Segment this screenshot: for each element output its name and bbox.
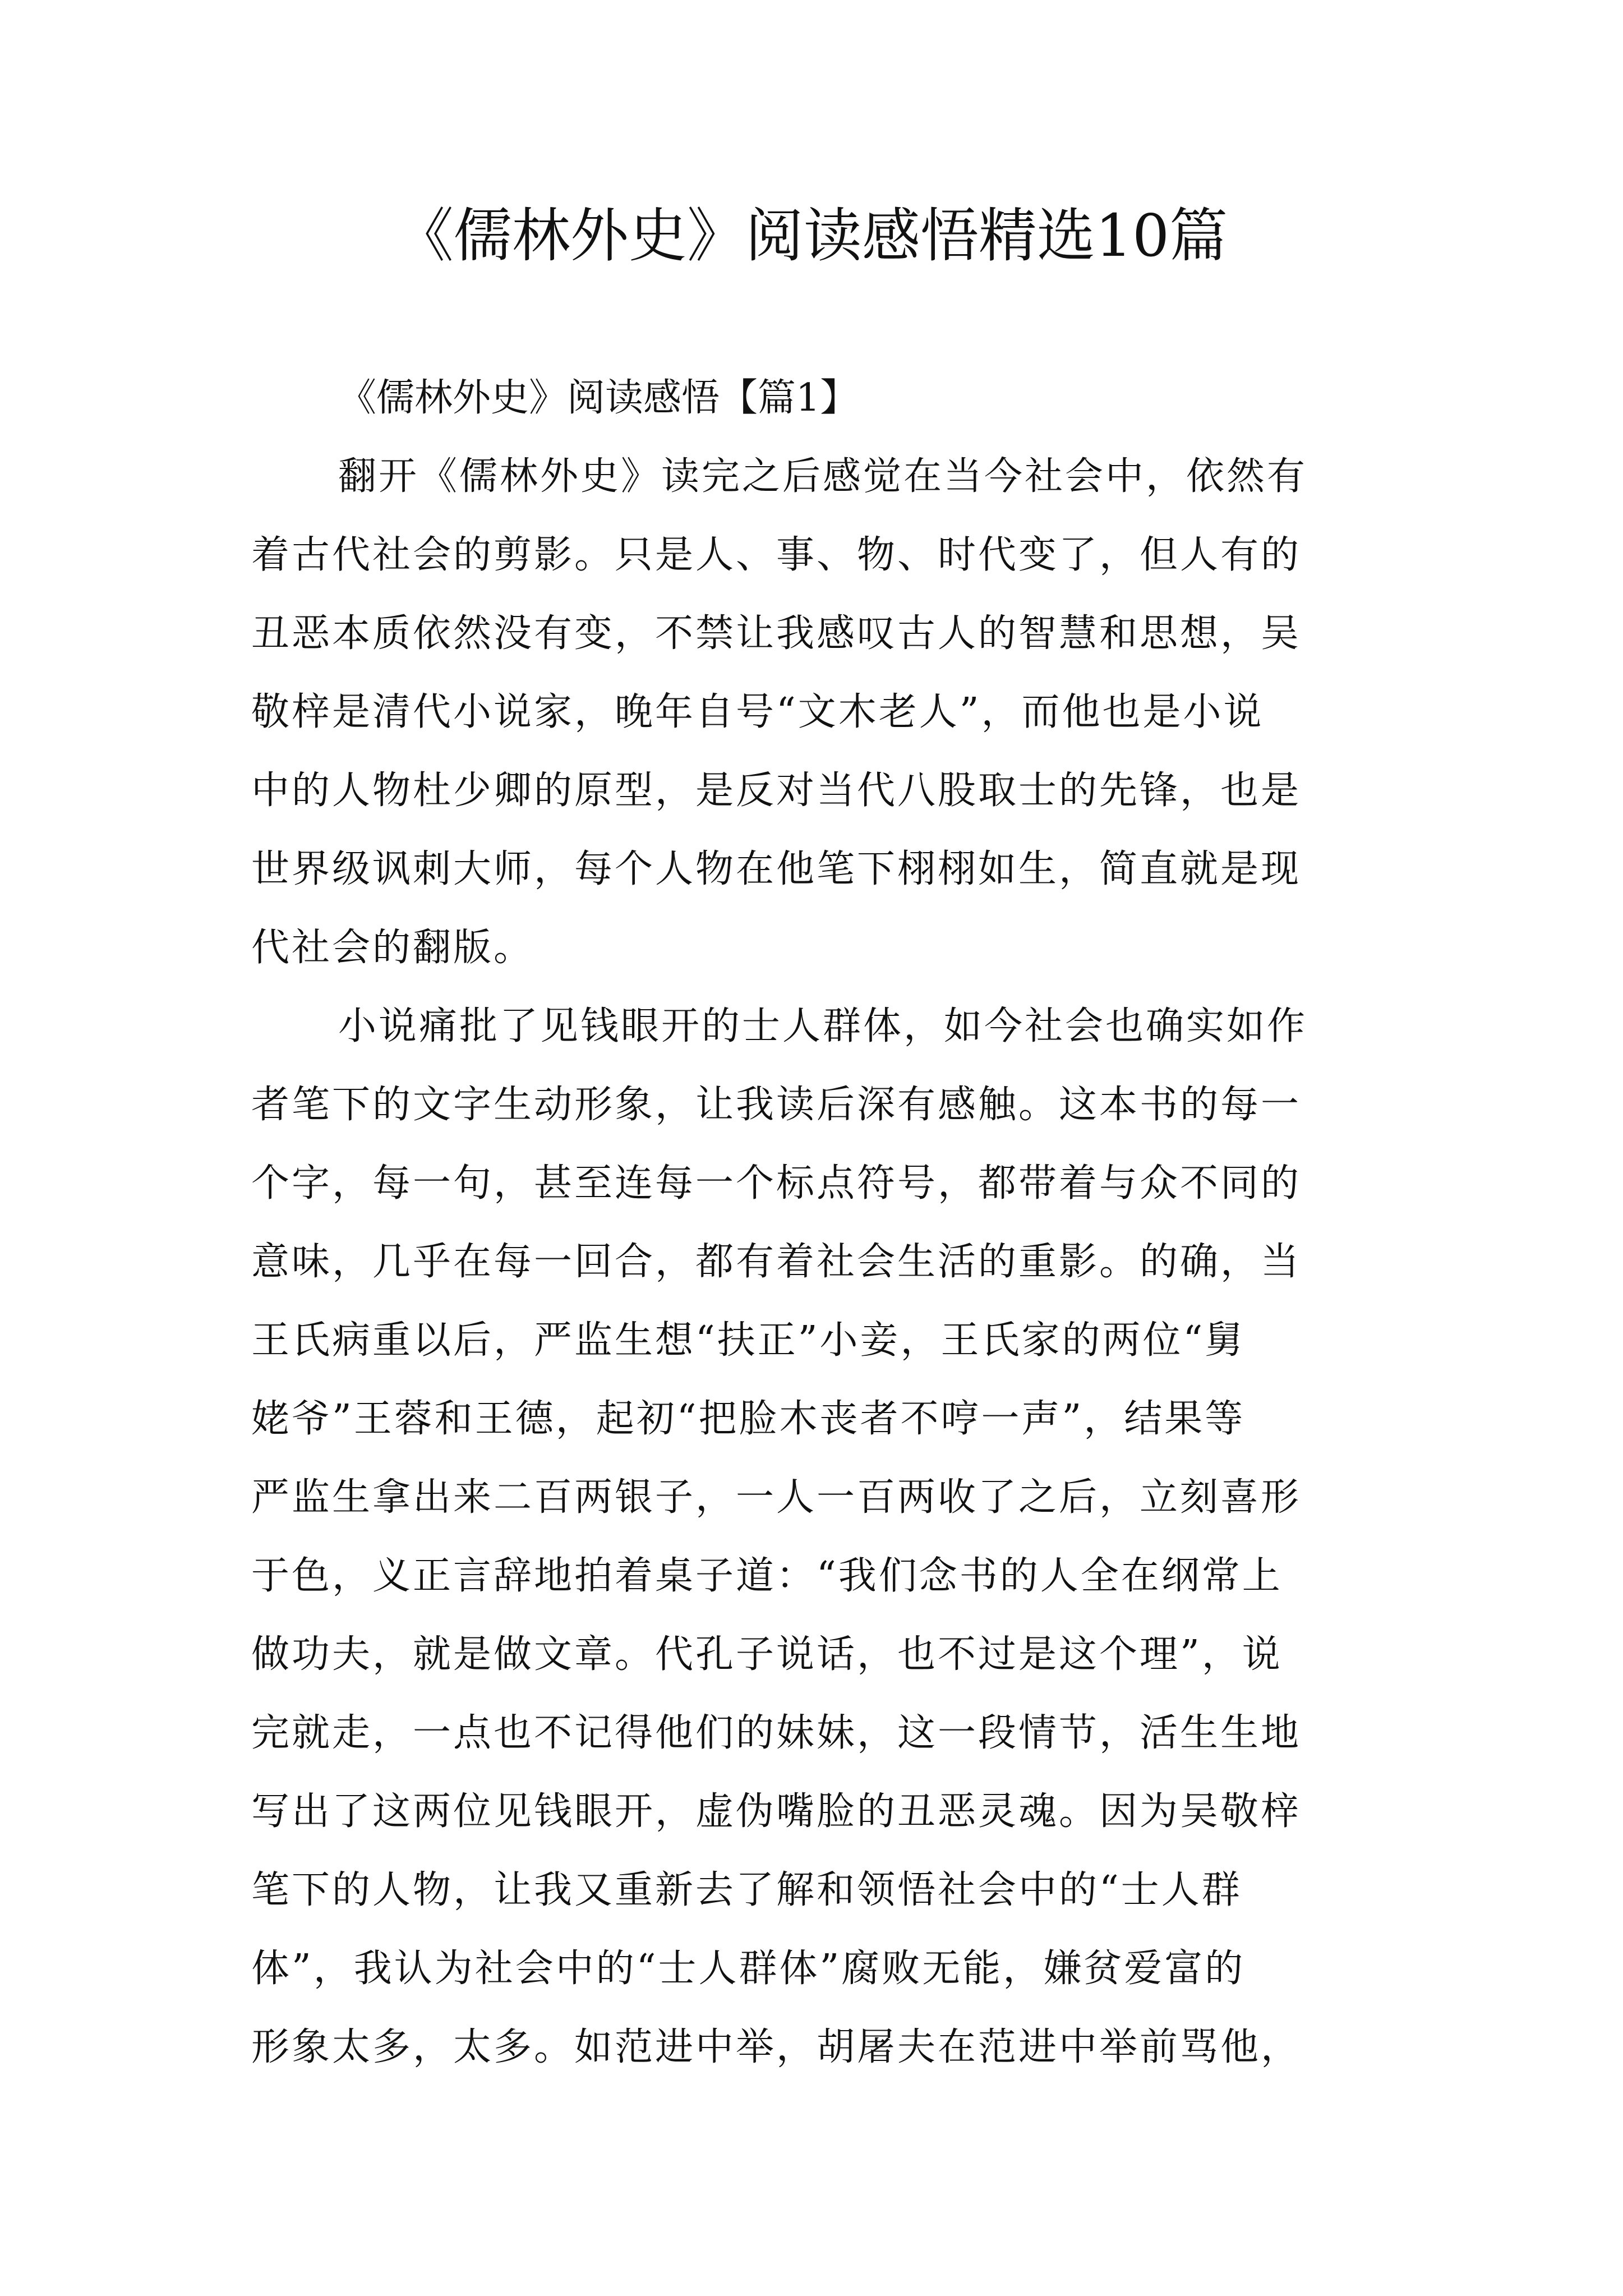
paragraph-line: 者笔下的文字生动形象，让我读后深有感触。这本书的每一	[251, 1083, 1302, 1127]
paragraph-2	[251, 987, 1395, 2087]
paragraph-line: 意味，几乎在每一回合，都有着社会生活的重影。的确，当	[251, 1240, 1302, 1284]
paragraph-line: 代社会的翻版。	[251, 926, 534, 970]
paragraph-line: 世界级讽刺大师，每个人物在他笔下栩栩如生，简直就是现	[251, 847, 1302, 891]
paragraph-line: 体”，我认为社会中的“士人群体”腐败无能，嫌贫爱富的	[251, 1947, 1246, 1991]
paragraph-line: 姥爷”王蓉和王德，起初“把脸木丧者不哼一声”，结果等	[251, 1397, 1246, 1441]
paragraph-line: 翻开《儒林外史》读完之后感觉在当今社会中，依然有	[338, 454, 1308, 499]
paragraph-line: 丑恶本质依然没有变，不禁让我感叹古人的智慧和思想，吴	[251, 611, 1302, 656]
paragraph-line: 完就走，一点也不记得他们的妹妹，这一段情节，活生生地	[251, 1711, 1302, 1755]
paragraph-line: 做功夫，就是做文章。代孔子说话，也不过是这个理”，说	[251, 1632, 1283, 1677]
document-title: 《儒林外史》阅读感悟精选10篇	[395, 201, 1228, 270]
paragraph-1	[251, 438, 1395, 987]
paragraph-line: 个字，每一句，甚至连每一个标点符号，都带着与众不同的	[251, 1161, 1302, 1205]
paragraph-line: 中的人物杜少卿的原型，是反对当代八股取士的先锋，也是	[251, 769, 1302, 813]
paragraph-line: 于色，义正言辞地拍着桌子道：“我们念书的人全在纲常上	[251, 1554, 1283, 1598]
paragraph-line: 小说痛批了见钱眼开的士人群体，如今社会也确实如作	[338, 1004, 1308, 1048]
document-body	[251, 359, 1395, 2087]
paragraph-line: 着古代社会的剪影。只是人、事、物、时代变了，但人有的	[251, 533, 1302, 577]
paragraph-line: 笔下的人物，让我又重新去了解和领悟社会中的“士人群	[251, 1868, 1242, 1912]
paragraph-line: 形象太多，太多。如范进中举，胡屠夫在范进中举前骂他，	[251, 2025, 1302, 2069]
section-heading: 《儒林外史》阅读感悟【篇1】	[338, 376, 859, 420]
paragraph-line: 王氏病重以后，严监生想“扶正”小妾，王氏家的两位“舅	[251, 1318, 1246, 1363]
paragraph-line: 严监生拿出来二百两银子，一人一百两收了之后，立刻喜形	[251, 1475, 1302, 1520]
paragraph-line: 敬梓是清代小说家，晚年自号“文木老人”，而他也是小说	[251, 690, 1264, 734]
paragraph-line: 写出了这两位见钱眼开，虚伪嘴脸的丑恶灵魂。因为吴敬梓	[251, 1789, 1302, 1834]
